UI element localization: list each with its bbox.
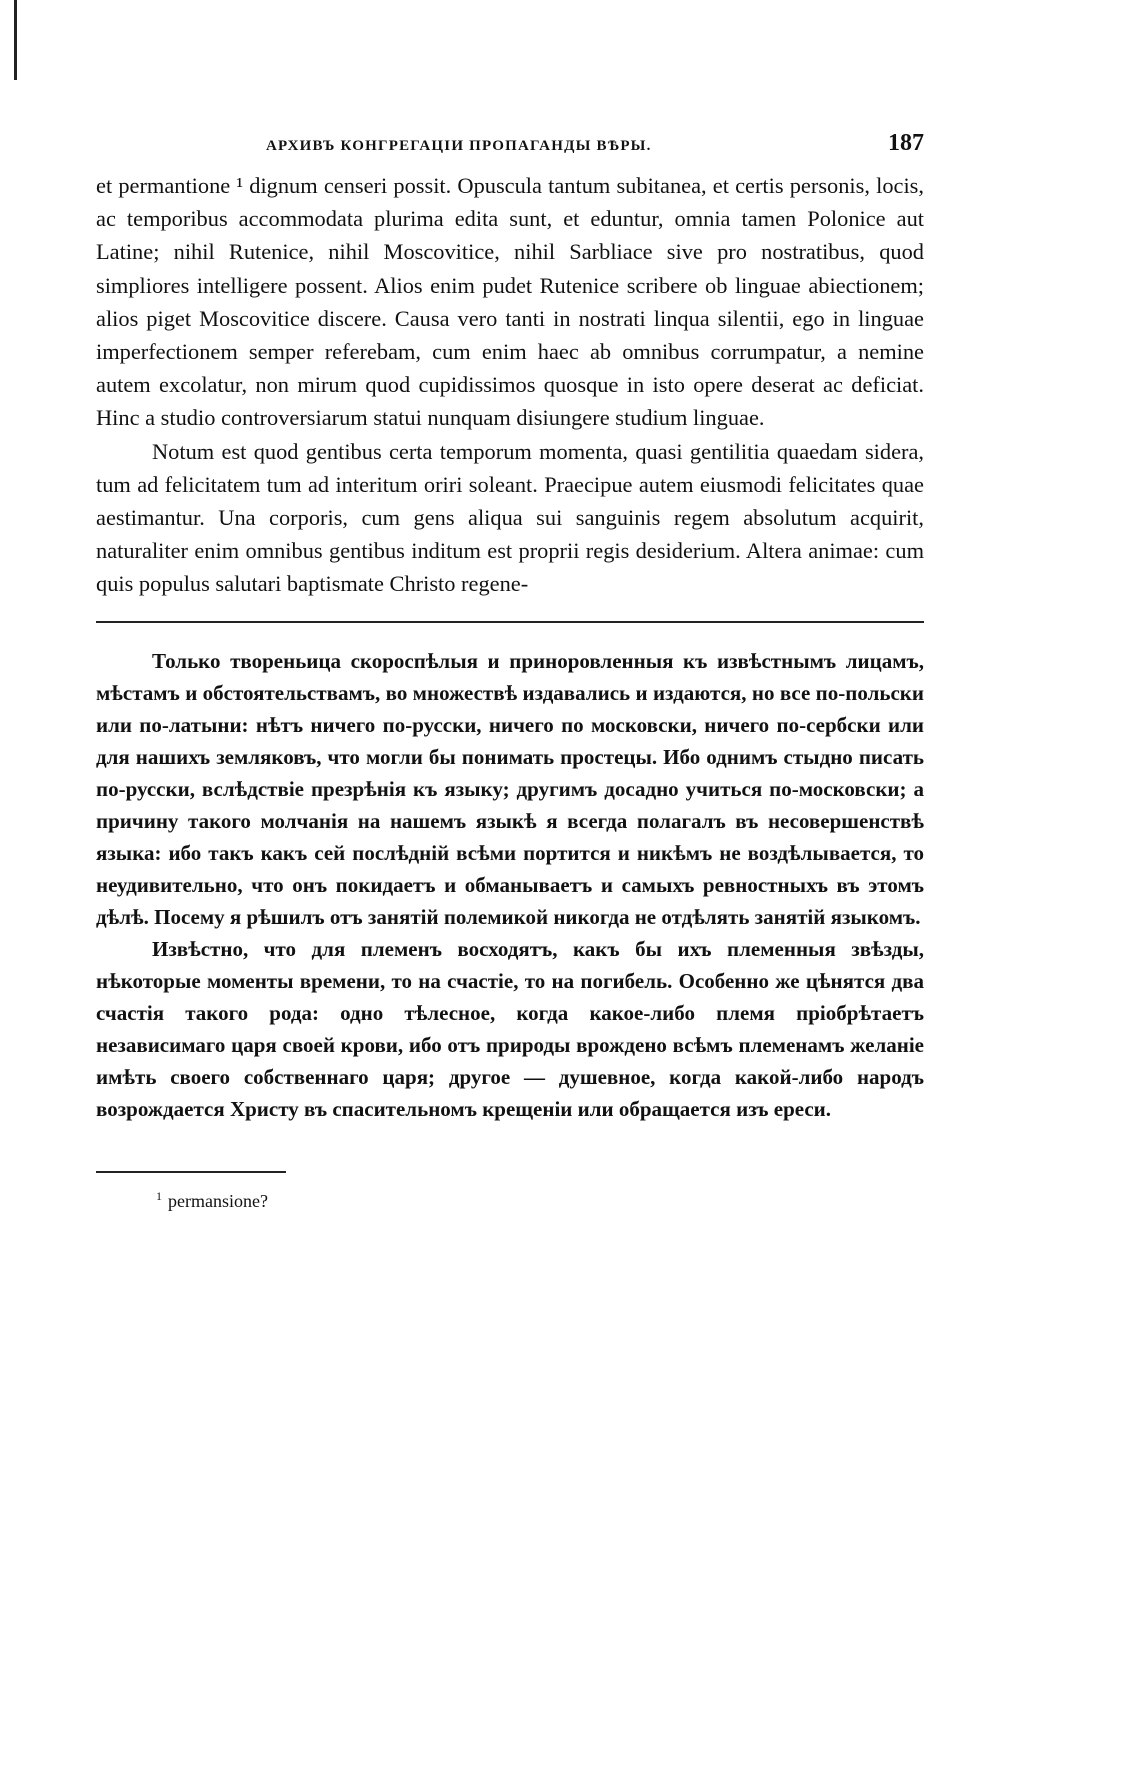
footnote-text: permansione? [168,1190,268,1211]
page-header [266,130,924,157]
footnote [156,1189,924,1212]
running-head: АРХИВЪ КОНГРЕГАЦІИ ПРОПАГАНДЫ ВѢРЫ. [266,138,652,154]
latin-paragraph-1: et permantione ¹ dignum censeri possit. Opuscula tantum subitanea, et certis personis, locis, ac temporibus accommodata plurima edita sunt, et eduntur, omnia tamen Polonice aut Latine; nihil Rutenice, nihil Moscovitice, nihil Sarbliace sive pro nostratibus, quod simpliores intelligere possent. Alios enim pudet Rutenice scribere ob linguae abiectionem; alios piget Moscovitice discere. Causa vero tanti in nostrati linqua silentii, ego in linguae imperfectionem semper referebam, cum enim haec ab omnibus corrumpatur, a nemine autem excolatur, non mirum quod cupidissimos quosque in isto opere deserat ac deficiat. Hinc a studio controversiarum statui nunquam disiungere studium linguae. [96,173,924,431]
latin-paragraph-2: Notum est quod gentibus certa temporum momenta, quasi gentilitia quaedam sidera, tum ad felicitatem tum ad interitum oriri soleant. Praecipue autem eiusmodi felicitates quae aestimantur. Una corporis, cum gens aliqua sui sanguinis regem absolutum acquirit, naturaliter enim omnibus gentibus inditum est proprii regis desiderium. Altera animae: cum quis populus salutari baptismate Christo regene- [96,438,924,597]
footnote-marker: 1 [156,1188,162,1203]
document-page [96,130,924,1212]
footnote-rule [96,1171,286,1173]
latin-text [96,169,924,601]
russian-paragraph-2: Извѣстно, что для племенъ восходятъ, какъ бы ихъ племенныя звѣзды, нѣкоторые моменты времени, то на счастіе, то на погибель. Особенно же цѣнятся два счастія такого рода: одно тѣлесное, когда какое-либо племя пріобрѣтаетъ независимаго царя своей крови, ибо отъ природы врождено всѣмъ племенамъ желаніе имѣть своего собственнаго царя; другое — душевное, когда какой-либо народъ возрождается Христу въ спасительномъ крещеніи или обращается изъ ереси. [96,936,924,1121]
scan-edge-line [14,0,17,80]
page-number: 187 [888,130,924,156]
russian-translation [96,645,924,1125]
russian-paragraph-1: Только твореньица скороспѣлыя и приноровленныя къ извѣстнымъ лицамъ, мѣстамъ и обстоятельствамъ, во множествѣ издавались и издаются, но все по-польски или по-латыни: нѣтъ ничего по-русски, ничего по московски, ничего по-сербски или для нашихъ земляковъ, что могли бы понимать простецы. Ибо однимъ стыдно писать по-русски, вслѣдствіе презрѣнія къ языку; другимъ досадно учиться по-московски; а причину такого молчанія на нашемъ языкѣ я всегда полагалъ въ несовершенствѣ языка: ибо такъ какъ сей послѣдній всѣми портится и никѣмъ не воздѣлывается, то неудивительно, что онъ покидаетъ и обманываетъ и самыхъ ревностныхъ въ этомъ дѣлѣ. Посему я рѣшилъ отъ занятій полемикой никогда не отдѣлять занятій языкомъ. [96,648,924,929]
section-divider [96,621,924,623]
